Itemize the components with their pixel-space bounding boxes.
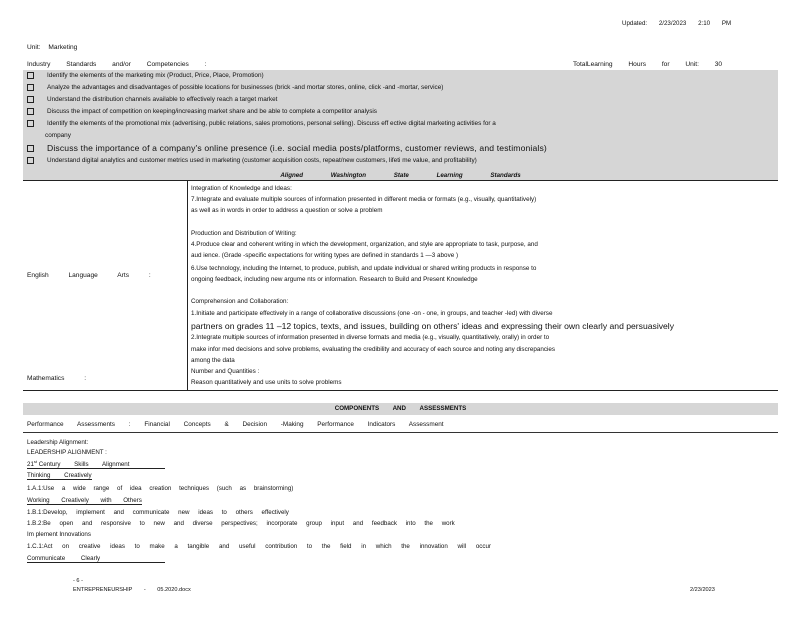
communicate-clearly-heading: Communicate Clearly bbox=[27, 555, 165, 563]
checkbox-icon bbox=[27, 145, 34, 152]
leadership-alignment-heading: LEADERSHIP ALIGNMENT : bbox=[27, 449, 107, 456]
standard-item: Discuss the impact of competition on keeping/increasing market share and be able to complete a competitor analysis bbox=[27, 108, 772, 115]
ela-line: 1.Initiate and participate effectively in a range of collaborative discussions (one -on - one, in groups, and teacher -led) with diverse bbox=[191, 310, 553, 317]
document-name: ENTREPRENEURSHIP - 05.2020.docx bbox=[73, 587, 191, 593]
ela-line: 6.Use technology, including the Internet, to produce, publish, and update individual or shared writing products in response to bbox=[191, 265, 537, 272]
learning-hours: TotalLearning Hours for Unit: 30 bbox=[573, 61, 723, 68]
ela-heading: Comprehension and Collaboration: bbox=[191, 298, 289, 305]
math-heading: Number and Quantities : bbox=[191, 368, 260, 375]
section-rule bbox=[23, 432, 778, 433]
table-top-rule bbox=[23, 180, 778, 181]
ela-line: partners on grades 11 –12 topics, texts, and issues, building on others' ideas and expressing their own clearly and persuasively bbox=[191, 321, 675, 331]
ela-line: among the data bbox=[191, 357, 235, 364]
checkbox-icon bbox=[27, 96, 34, 103]
table-bottom-rule bbox=[23, 390, 778, 391]
ela-line: 4.Produce clear and coherent writing in which the development, organization, and style are appropriate to task, purpose, and bbox=[191, 241, 538, 248]
ela-line: ongoing feedback, including new argume nts or information. Research to Build and Present Knowledge bbox=[191, 276, 478, 283]
standard-item: Understand digital analytics and customer metrics used in marketing (customer acquisition costs, repeat/new customers, lifeti me value, and profitability) bbox=[27, 157, 772, 164]
checkbox-icon bbox=[27, 157, 34, 164]
standard-item: Identify the elements of the marketing mix (Product, Price, Place, Promotion) bbox=[27, 72, 772, 79]
ela-line: 7.Integrate and evaluate multiple sources of information presented in different media or formats (e.g., visually, quantitatively) bbox=[191, 196, 537, 203]
checkbox-icon bbox=[27, 84, 34, 91]
table-column-divider bbox=[187, 180, 188, 390]
subject-math: Mathematics : bbox=[27, 375, 87, 382]
standards-label: Industry Standards and/or Competencies : bbox=[27, 61, 207, 68]
working-creatively-heading: Working Creatively with Others bbox=[27, 497, 142, 504]
updated-timestamp: Updated: 2/23/2023 2:10 PM bbox=[622, 20, 732, 27]
math-line: Reason quantitatively and use units to solve problems bbox=[191, 379, 342, 386]
checkbox-icon bbox=[27, 120, 34, 127]
standard-1a1: 1.A.1:Use a wide range of idea creation techniques (such as brainstorming) bbox=[27, 485, 294, 492]
page-number: - 6 - bbox=[73, 578, 83, 584]
components-assessments-bar: COMPONENTS AND ASSESSMENTS bbox=[23, 403, 778, 415]
performance-assessments-row: Performance Assessments : Financial Concepts & Decision -Making Performance Indicators Assessment bbox=[27, 421, 444, 428]
ela-line: make infor med decisions and solve problems, evaluating the credibility and accuracy of each source and noting any discrepancies bbox=[191, 346, 556, 353]
leadership-alignment-label: Leadership Alignment: bbox=[27, 439, 89, 446]
ela-heading: Integration of Knowledge and Ideas: bbox=[191, 185, 292, 192]
subject-ela: English Language Arts : bbox=[27, 272, 151, 279]
aligned-standards-label: Aligned Washington State Learning Standards bbox=[280, 172, 521, 179]
standard-1b1: 1.B.1:Develop, implement and communicate new ideas to others effectively bbox=[27, 509, 289, 516]
standard-item-continued: company bbox=[45, 132, 71, 139]
ela-line: as well as in words in order to address a question or solve a problem bbox=[191, 207, 383, 214]
thinking-creatively-heading: Thinking Creatively bbox=[27, 472, 92, 479]
standard-item: Understand the distribution channels available to effectively reach a target market bbox=[27, 96, 772, 103]
ela-line: 2.Integrate multiple sources of information presented in diverse formats and media (e.g., visually, quantitatively, orally) in order to bbox=[191, 334, 550, 341]
unit-title: Unit: Marketing bbox=[27, 44, 78, 51]
standard-item: Discuss the importance of a company's online presence (i.e. social media posts/platforms, customer reviews, and testimonials) bbox=[27, 143, 772, 153]
standard-item: Analyze the advantages and disadvantages of possible locations for businesses (brick -and mortar stores, online, click -and -mortar, service) bbox=[27, 84, 772, 91]
ela-heading: Production and Distribution of Writing: bbox=[191, 230, 297, 237]
standard-1b2: 1.B.2:Be open and responsive to new and diverse perspectives; incorporate group input and feedback into the work bbox=[27, 520, 455, 527]
implement-innovations-heading: Im plement Innovations bbox=[27, 531, 91, 538]
century-skills-heading: 21st Century Skills Alignment bbox=[27, 459, 165, 469]
footer-date: 2/23/2023 bbox=[690, 587, 715, 593]
standard-1c1: 1.C.1:Act on creative ideas to make a tangible and useful contribution to the field in which the innovation will occur bbox=[27, 543, 491, 550]
standard-item: Identify the elements of the promotional mix (advertising, public relations, sales promotions, personal selling). Discuss eff ective digital marketing activities for a bbox=[27, 120, 772, 127]
ela-line: aud ience. (Grade -specific expectations for writing types are defined in standards 1 —3 above ) bbox=[191, 252, 459, 259]
checkbox-icon bbox=[27, 72, 34, 79]
checkbox-icon bbox=[27, 108, 34, 115]
